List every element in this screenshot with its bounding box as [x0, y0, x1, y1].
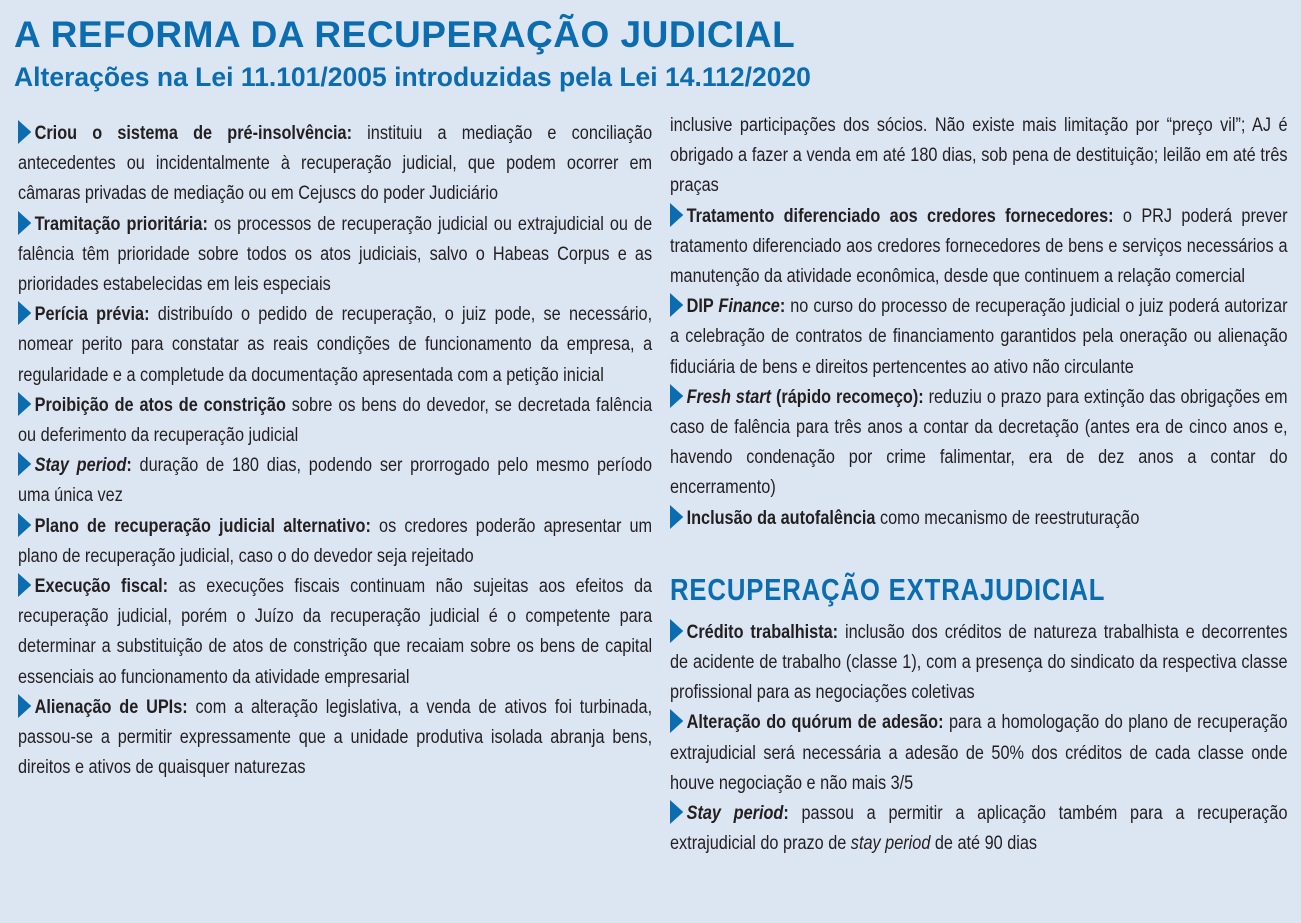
- item-title: Alienação de UPIs:: [34, 695, 188, 718]
- item-title: Perícia prévia:: [34, 303, 150, 326]
- list-item-continuation: [670, 110, 1288, 201]
- list-item: [18, 209, 652, 300]
- section-heading: RECUPERAÇÃO EXTRAJUDICIAL: [670, 571, 1106, 607]
- triangle-bullet-icon: [18, 211, 31, 235]
- item-text: os processos de recuperação judicial ou extrajudicial ou de falência têm prioridade sobre todos os atos judiciais, salvo o Habeas Corpus e as prioridades estabelecidas em leis especiais: [18, 212, 653, 296]
- item-title: Inclusão da autofalência: [686, 506, 876, 529]
- list-item: [670, 503, 1288, 533]
- item-title: Plano de recuperação judicial alternativo:: [34, 514, 371, 537]
- triangle-bullet-icon: [18, 573, 31, 597]
- triangle-bullet-icon: [18, 452, 31, 476]
- list-item: [18, 450, 652, 510]
- triangle-bullet-icon: [670, 203, 683, 227]
- item-title-colon: :: [779, 295, 786, 318]
- list-item: [670, 798, 1288, 858]
- list-item: [18, 390, 652, 450]
- item-title: Tratamento diferenciado aos credores fornecedores:: [686, 204, 1114, 227]
- list-item: [670, 291, 1288, 382]
- item-title-italic: Fresh start: [686, 385, 772, 408]
- item-text-italic: stay period: [850, 832, 931, 855]
- list-item: [18, 511, 652, 571]
- item-text: inclusive participações dos sócios. Não existe mais limitação por “preço vil”; AJ é obrigado a fazer a venda em até 180 dias, sob pena de destituição; leilão em até três praças: [670, 114, 1288, 197]
- item-title-italic: Stay period: [686, 802, 784, 825]
- list-item: [18, 118, 652, 209]
- list-item: [670, 201, 1288, 292]
- triangle-bullet-icon: [18, 392, 31, 416]
- triangle-bullet-icon: [670, 619, 683, 643]
- item-title-colon: :: [783, 802, 789, 825]
- triangle-bullet-icon: [670, 505, 683, 529]
- page-title: A REFORMA DA RECUPERAÇÃO JUDICIAL: [14, 14, 796, 55]
- item-text: inclusão dos créditos de natureza trabalhista e decorrentes de acidente de trabalho (classe 1), com a presença do sindicato da respectiva classe profissional para as negociações coletivas: [670, 620, 1288, 704]
- item-text: para a homologação do plano de recuperação extrajudicial será necessária a adesão de 50% dos créditos de cada classe onde houve negociação e não mais 3/5: [670, 711, 1288, 794]
- item-title-italic: Finance: [718, 295, 780, 318]
- item-text: no curso do processo de recuperação judicial o juiz poderá autorizar a celebração de contratos de financiamento garantidos pela oneração ou alienação fiduciária de bens e direitos pertencentes ao ativo não circulante: [670, 295, 1288, 378]
- item-title: DIP: [686, 295, 719, 318]
- list-item: [670, 707, 1288, 798]
- item-text: instituiu a mediação e conciliação antecedentes ou incidentalmente à recuperação judicial, que podem ocorrer em câmaras privadas de mediação ou em Cejuscs do poder Judiciário: [18, 122, 653, 205]
- item-text: passou a permitir a aplicação também para a recuperação extrajudicial do prazo de: [670, 802, 1288, 855]
- triangle-bullet-icon: [18, 513, 31, 537]
- item-title: Stay period: [34, 454, 127, 477]
- triangle-bullet-icon: [670, 384, 683, 408]
- list-item: [670, 617, 1288, 708]
- list-item: [18, 692, 652, 783]
- list-item: [18, 571, 652, 692]
- item-text: reduziu o prazo para extinção das obrigações em caso de falência para três anos a contar da decretação (antes era de cinco anos e, havendo condenação por crime falimentar, era de dez anos a contar do encerramento): [670, 385, 1288, 499]
- triangle-bullet-icon: [18, 301, 31, 325]
- item-title: Execução fiscal:: [34, 575, 169, 598]
- triangle-bullet-icon: [670, 709, 683, 733]
- triangle-bullet-icon: [670, 293, 683, 317]
- item-text: duração de 180 dias, podendo ser prorrogado pelo mesmo período uma única vez: [18, 454, 653, 507]
- item-text: com a alteração legislativa, a venda de ativos foi turbinada, passou-se a permitir expressamente que a unidade produtiva isolada abranja bens, direitos e ativos de quaisquer naturezas: [18, 695, 653, 779]
- item-text: distribuído o pedido de recuperação, o juiz pode, se necessário, nomear perito para constatar as reais condições de funcionamento da empresa, a regularidade e a completude da documentação apresentada com a petição inicial: [18, 303, 653, 386]
- item-text: as execuções fiscais continuam não sujeitas aos efeitos da recuperação judicial, porém o Juízo da recuperação judicial é o competente para determinar a substituição de atos de constrição que recaiam sobre os bens de capital essenciais ao funcionamento da atividade empresarial: [18, 575, 653, 688]
- item-text: o PRJ poderá prever tratamento diferenciado aos credores fornecedores de bens e serviços necessários a manutenção da atividade econômica, desde que continuem a relação comercial: [670, 204, 1288, 288]
- item-text: de até 90 dias: [930, 832, 1038, 855]
- item-title: Criou o sistema de pré-insolvência:: [34, 122, 352, 144]
- item-text: os credores poderão apresentar um plano de recuperação judicial, caso o do devedor seja rejeitado: [18, 514, 653, 567]
- item-title-colon: :: [126, 454, 132, 477]
- item-text: como mecanismo de reestruturação: [875, 506, 1140, 529]
- triangle-bullet-icon: [18, 120, 31, 144]
- triangle-bullet-icon: [18, 694, 31, 718]
- list-item: [670, 382, 1288, 503]
- page-subtitle: Alterações na Lei 11.101/2005 introduzidas pela Lei 14.112/2020: [14, 62, 811, 92]
- item-title: (rápido recomeço):: [771, 385, 924, 408]
- item-title: Crédito trabalhista:: [686, 620, 839, 643]
- list-item: [18, 299, 652, 390]
- right-column: [670, 110, 1288, 858]
- left-column: [18, 118, 652, 782]
- item-text: sobre os bens do devedor, se decretada falência ou deferimento da recuperação judicial: [18, 393, 653, 447]
- item-title: Alteração do quórum de adesão:: [686, 711, 944, 734]
- item-title: Tramitação prioritária:: [34, 212, 208, 235]
- triangle-bullet-icon: [670, 800, 683, 824]
- item-title: Proibição de atos de constrição: [34, 393, 286, 416]
